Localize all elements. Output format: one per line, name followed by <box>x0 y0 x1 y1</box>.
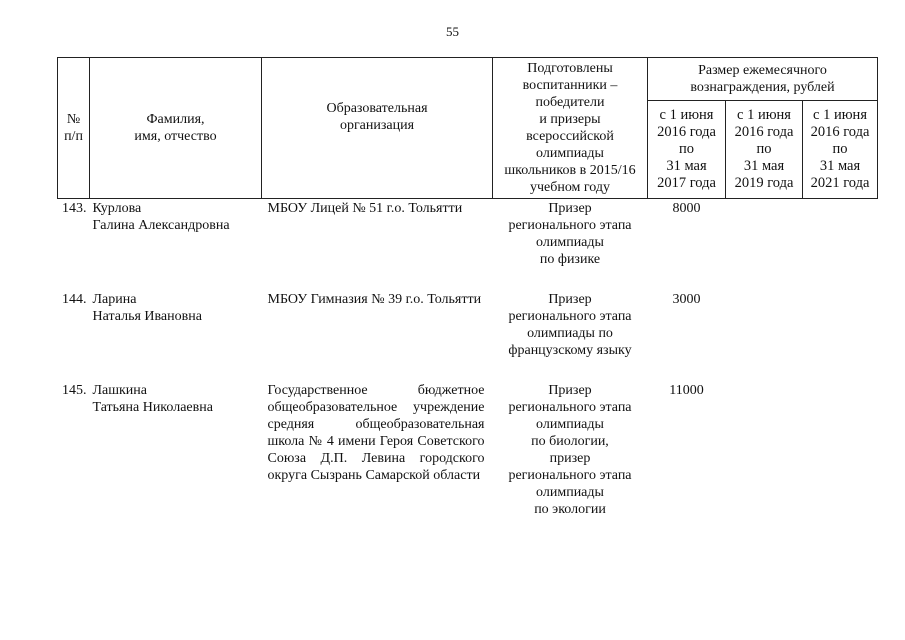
row-full-name: Лашкина Татьяна Николаевна <box>92 383 213 415</box>
table-row <box>58 199 878 292</box>
row-number: 145. <box>62 383 87 398</box>
row-full-name: Курлова Галина Александровна <box>92 201 230 233</box>
row-amount-2019 <box>726 291 803 382</box>
row-amount-2017: 11000 <box>669 383 704 398</box>
row-organization: Государственное бюджетное общеобразовательное учреждение средняя общеобразовательная школа № 4 имени Героя Советского Союза Д.П. Левина городского округа Сызрань Самарской области <box>267 383 485 483</box>
row-amount-2017: 3000 <box>672 292 701 307</box>
row-description: Призер регионального этапа олимпиады по биологии, призер регионального этапа олимпиады по экологии <box>508 383 632 517</box>
page-number: 55 <box>446 24 459 39</box>
awards-table-container <box>57 57 877 541</box>
table-header <box>58 58 878 199</box>
row-number: 144. <box>62 292 87 307</box>
table-body <box>58 199 878 542</box>
row-amount-2017: 8000 <box>672 201 701 216</box>
row-amount-2019 <box>726 199 803 292</box>
table-row <box>58 382 878 541</box>
row-amount-2021 <box>803 291 878 382</box>
row-amount-2019 <box>726 382 803 541</box>
row-amount-2021 <box>803 199 878 292</box>
table-row <box>58 291 878 382</box>
row-number: 143. <box>62 201 87 216</box>
row-description: Призер регионального этапа олимпиады по физике <box>508 201 632 267</box>
header-period-2017: с 1 июня 2016 года по 31 мая 2017 года <box>648 101 726 199</box>
header-period-2021: с 1 июня 2016 года по 31 мая 2021 года <box>803 101 878 199</box>
header-reward-group: Размер ежемесячного вознаграждения, рублей <box>648 58 878 101</box>
row-description: Призер регионального этапа олимпиады по французскому языку <box>508 292 632 358</box>
header-description: Подготовлены воспитанники – победители и призеры всероссийской олимпиады школьников в 2015/16 учебном году <box>493 58 648 199</box>
awards-table <box>57 57 878 541</box>
row-organization: МБОУ Лицей № 51 г.о. Тольятти <box>267 201 463 216</box>
header-name: Фамилия, имя, отчество <box>90 58 262 199</box>
header-num: № п/п <box>58 58 90 199</box>
header-period-2019: с 1 июня 2016 года по 31 мая 2019 года <box>726 101 803 199</box>
row-organization: МБОУ Гимназия № 39 г.о. Тольятти <box>267 292 482 307</box>
header-organization: Образовательная организация <box>262 58 493 199</box>
row-amount-2021 <box>803 382 878 541</box>
row-full-name: Ларина Наталья Ивановна <box>92 292 202 324</box>
